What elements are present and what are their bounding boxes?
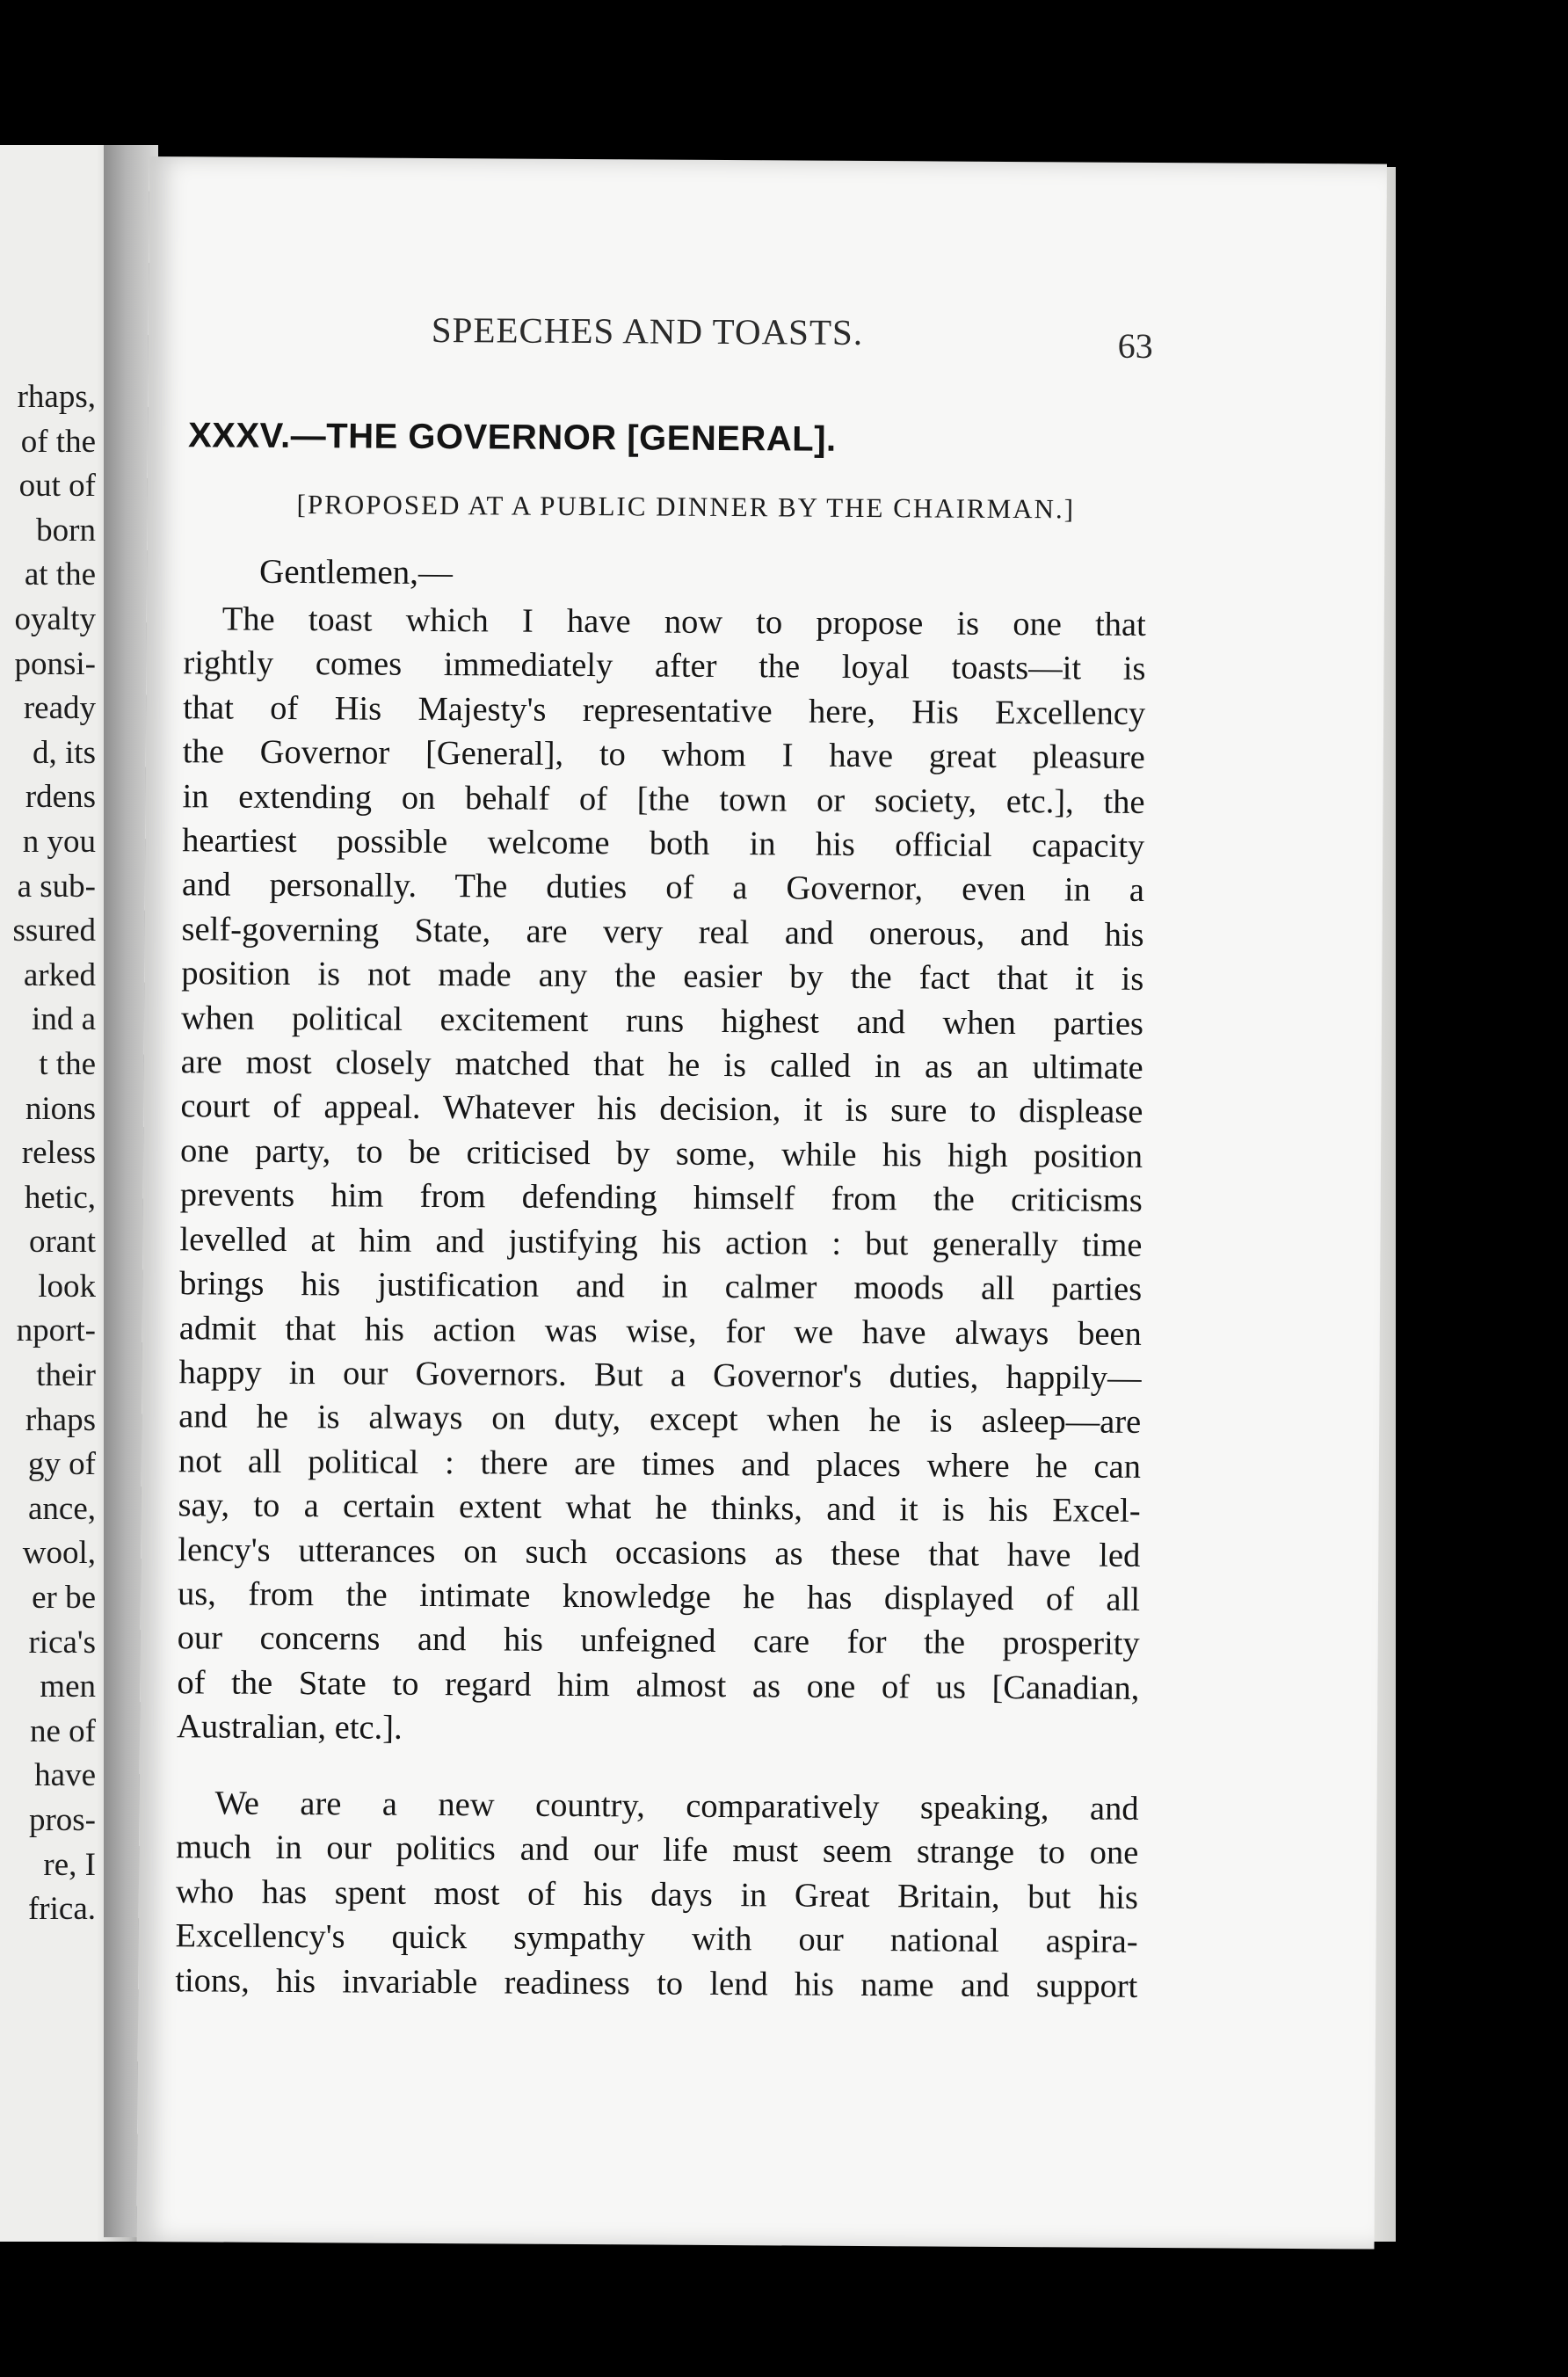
text-line: self-governing State, are very real and onerous, and his <box>181 911 1144 954</box>
facing-page-line: orant <box>28 1224 96 1261</box>
text-line: us, from the intimate knowledge he has displayed of all <box>177 1575 1141 1618</box>
section-subtitle: [PROPOSED AT A PUBLIC DINNER BY THE CHAIRMAN.] <box>296 489 1076 525</box>
page-number: 63 <box>1117 325 1153 366</box>
facing-page-line: rhaps <box>25 1401 96 1438</box>
text-line: of the State to regard him almost as one of us [Canadian, <box>177 1663 1140 1707</box>
facing-page-line: ssured <box>12 912 96 949</box>
running-head: SPEECHES AND TOASTS. <box>431 309 864 353</box>
body-paragraph-2 <box>175 1781 1139 2009</box>
text-line: rightly comes immediately after the loyal toasts—it is <box>183 644 1146 688</box>
section-title: XXXV.—THE GOVERNOR [GENERAL]. <box>187 416 837 459</box>
text-line: court of appeal. Whatever his decision, it is sure to displease <box>180 1087 1143 1131</box>
facing-page-line: ready <box>23 690 96 727</box>
facing-page-line: look <box>38 1268 96 1305</box>
text-line: admit that his action was wise, for we have always been <box>178 1309 1142 1353</box>
facing-page-line: pros- <box>28 1802 96 1838</box>
facing-page-line: frica. <box>27 1891 96 1928</box>
facing-page-text-fragments <box>12 375 96 1932</box>
facing-page-line: men <box>40 1668 96 1705</box>
facing-page-line: ance, <box>27 1490 96 1527</box>
facing-page-line: rhaps, <box>17 379 96 415</box>
facing-page-line: d, its <box>33 734 96 771</box>
facing-page-line: born <box>36 512 96 549</box>
facing-page-line: reless <box>21 1135 96 1172</box>
text-line: that of His Majesty's representative here, His Excellency <box>183 689 1146 732</box>
text-line: levelled at him and justifying his action : but generally time <box>179 1220 1143 1264</box>
facing-page-line: ne of <box>30 1712 96 1749</box>
facing-page-line: t the <box>39 1045 96 1082</box>
facing-page-line: rdens <box>25 779 96 816</box>
text-line: who has spent most of his days in Great Britain, but his <box>175 1873 1139 1916</box>
body-paragraph-1 <box>177 597 1146 1755</box>
text-line: happy in our Governors. But a Governor's duties, happily— <box>178 1354 1142 1397</box>
facing-page-line: er be <box>32 1580 96 1617</box>
facing-page-line: their <box>36 1357 96 1394</box>
text-line: much in our politics and our life must seem strange to one <box>176 1828 1139 1872</box>
facing-page-line: oyalty <box>14 600 96 637</box>
facing-page-line: ind a <box>32 1001 96 1038</box>
text-line: and he is always on duty, except when he is asleep—are <box>178 1398 1142 1442</box>
facing-page-line: nions <box>25 1090 96 1127</box>
text-line: and personally. The duties of a Governor, even in a <box>181 866 1145 910</box>
book-page <box>137 156 1387 2250</box>
facing-page-line: a sub- <box>17 868 96 905</box>
facing-page-line: have <box>34 1757 96 1794</box>
text-line: position is not made any the easier by the fact that it is <box>181 955 1144 999</box>
text-line: our concerns and his unfeigned care for the prosperity <box>177 1619 1140 1663</box>
text-line: prevents him from defending himself from the criticisms <box>179 1176 1143 1220</box>
text-line: The toast which I have now to propose is one that <box>221 600 1146 643</box>
text-line: say, to a certain extent what he thinks, and it is his Excel- <box>178 1487 1141 1530</box>
text-line: when political excitement runs highest and when parties <box>180 999 1144 1043</box>
facing-page-line: rica's <box>28 1624 96 1661</box>
text-line: are most closely matched that he is called in as an ultimate <box>180 1043 1143 1087</box>
text-line: lency's utterances on such occasions as these that have led <box>178 1530 1141 1574</box>
facing-page-line: at the <box>24 556 96 593</box>
text-line: brings his justification and in calmer moods all parties <box>179 1265 1143 1309</box>
text-line: Excellency's quick sympathy with our national aspira- <box>175 1917 1138 1961</box>
salutation: Gentlemen,— <box>258 552 454 592</box>
facing-page-line: n you <box>22 823 96 860</box>
facing-page-line: gy of <box>27 1446 96 1483</box>
facing-page-line: out of <box>18 468 96 505</box>
text-line: tions, his invariable readiness to lend his name and support <box>175 1961 1138 2005</box>
facing-page-line: wool, <box>22 1535 96 1572</box>
facing-page-line: ponsi- <box>14 645 96 682</box>
facing-page-line: of the <box>20 423 96 460</box>
facing-page-line: re, I <box>43 1846 96 1883</box>
text-line: heartiest possible welcome both in his official capacity <box>182 822 1145 865</box>
text-line: one party, to be criticised by some, while his high position <box>179 1132 1143 1175</box>
facing-page-line: arked <box>23 956 96 993</box>
text-line: Australian, etc.]. <box>176 1708 403 1747</box>
facing-page-line: nport- <box>16 1312 96 1349</box>
text-line: in extending on behalf of [the town or society, etc.], the <box>182 777 1145 821</box>
text-line: not all political : there are times and places where he can <box>178 1442 1142 1486</box>
text-line: the Governor [General], to whom I have great pleasure <box>182 733 1145 777</box>
text-line: We are a new country, comparatively speaking, and <box>214 1785 1139 1828</box>
facing-page-line: hetic, <box>24 1179 96 1216</box>
